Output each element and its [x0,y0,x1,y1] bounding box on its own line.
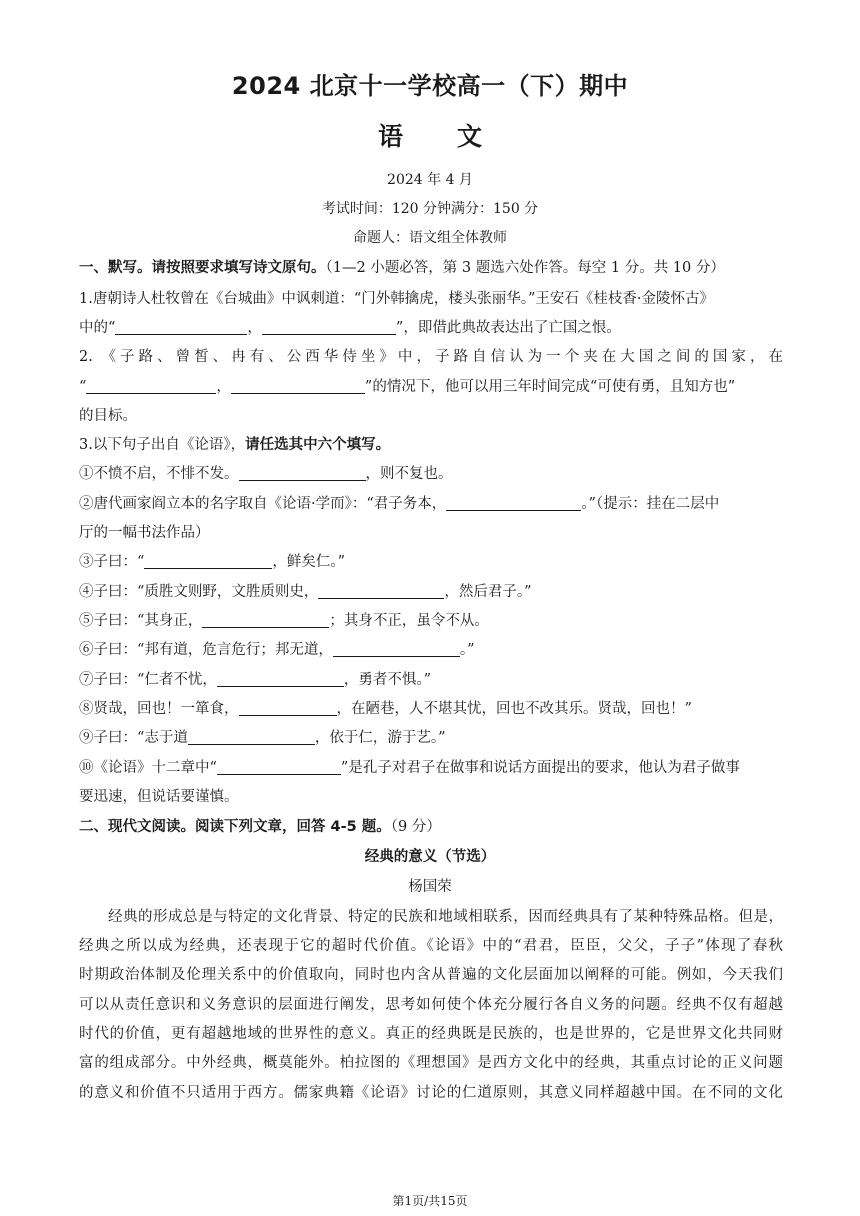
item-text-a: ⑩《论语》十二章中“ [79,760,217,776]
item-text-a: ④子曰：“质胜文则野，文胜质则史， [79,584,319,600]
answer-blank[interactable] [202,613,329,628]
subject-char-2: 文 [457,122,483,151]
answer-blank[interactable] [144,554,272,569]
section1-heading-rest: （1—2 小题必答，第 3 题选六处作答。每空 1 分。共 10 分） [325,260,725,276]
q2-text-b: ， [216,379,231,395]
q3-item-9 [79,726,783,747]
q3-item-6 [79,638,783,659]
article-line-2: 经典之所以成为经典，还表现于它的超时代价值。《论语》中的“君君，臣臣，父父，子子”体现了春秋 [79,938,783,954]
page-number: 第1页/共15页 [392,1194,468,1208]
answer-blank[interactable] [239,701,337,716]
section2-heading-rest: （9 分） [390,819,441,835]
section2-heading [79,815,783,836]
answer-blank[interactable] [333,642,460,657]
answer-blank[interactable] [318,584,444,599]
item-text-a: ⑤子曰：“其身正， [79,613,203,629]
q1-line2 [79,316,783,337]
article-line-1: 经典的形成总是与特定的文化背景、特定的民族和地域相联系，因而经典具有了某种特殊品格。但是， [108,909,783,925]
item-text-b: 。”（提示：挂在二层中 [581,496,720,512]
subject-char-1: 语 [377,122,403,151]
item-text-a: ⑧贤哉，回也！一箪食， [79,701,239,717]
answer-blank[interactable] [86,379,216,394]
item-text-a: ③子曰：“ [79,554,145,570]
q2-text-c: ”的情况下，他可以用三年时间完成“可使有勇，且知方也” [364,379,736,395]
item-text-b: ，则不复也。 [365,466,453,482]
item-text-b: ，然后君子。” [444,584,532,600]
section1-heading-bold: 一、默写。请按照要求填写诗文原句。 [79,260,326,276]
answer-blank[interactable] [217,760,341,775]
article-line-7: 的意义和价值不只适用于西方。儒家典籍《论语》讨论的仁道原则，其意义同样超越中国。在不同的文化 [79,1085,783,1101]
answer-blank[interactable] [188,730,315,745]
q1-line1: 1.唐朝诗人杜牧曾在《台城曲》中讽刺道：“门外韩擒虎，楼头张丽华。”王安石《桂枝香·金陵怀古》 [79,291,715,307]
item-text-a: ⑨子曰：“志于道 [79,730,188,746]
q3-intro-text: 3.以下句子出自《论语》， [79,437,246,453]
subject-title [0,117,860,153]
answer-blank[interactable] [115,320,247,335]
exam-info: 考试时间：120 分钟满分：150 分 [321,201,539,217]
q3-item-3 [79,550,783,571]
exam-title: 2024 北京十一学校高一（下）期中 [231,72,629,100]
q1-text-c: ”，即借此典故表达出了亡国之恨。 [395,320,621,336]
answer-blank[interactable] [217,672,344,687]
q3-item-8 [79,697,783,718]
q2-text-a: “ [79,379,87,395]
q2-line2 [79,375,783,396]
article-line-3: 时期政治体制及伦理关系中的价值取向，同时也内含从普遍的文化层面加以阐释的可能。例如，今天我们 [79,967,783,983]
item-text-b: ；其身不正，虽令不从。 [329,613,489,629]
q2-line1: 2. 《子路、曾皙、冉有、公西华侍坐》中，子路自信认为一个夹在大国之间的国家，在 [79,349,783,365]
q3-item-10 [79,756,783,777]
item-text-a: ①不愤不启，不悱不发。 [79,466,239,482]
answer-blank[interactable] [446,496,581,511]
item-text-b: 。” [459,642,475,658]
q3-item-10-cont: 要迅速，但说话要谨慎。 [79,789,239,805]
exam-date: 2024 年 4 月 [387,172,473,188]
item-text-a: ⑥子曰：“邦有道，危言危行；邦无道， [79,642,333,658]
q3-item-2-cont: 厅的一幅书法作品） [79,525,210,541]
q2-line3: 的目标。 [79,408,137,424]
answer-blank[interactable] [239,466,366,481]
item-text-b: ，勇者不惧。” [343,672,432,688]
q3-item-1 [79,462,783,483]
answer-blank[interactable] [231,379,365,394]
section2-heading-bold: 二、现代文阅读。阅读下列文章，回答 4-5 题。 [79,819,391,835]
q3-item-4 [79,580,783,601]
item-text-a: ⑦子曰：“仁者不忧， [79,672,217,688]
q3-item-2 [79,492,783,513]
article-line-4: 可以从责任意识和义务意识的层面进行阐发，思考如何使个体充分履行各自义务的问题。经典不仅有超越 [79,997,783,1013]
q1-text-b: ， [247,320,262,336]
article-author: 杨国荣 [408,879,452,895]
article-line-6: 富的组成部分。中外经典，概莫能外。柏拉图的《理想国》是西方文化中的经典，其重点讨论的正义问题 [79,1055,783,1071]
q3-intro [79,433,783,454]
exam-author: 命题人：语文组全体教师 [353,230,507,246]
q3-intro-bold: 请任选其中六个填写。 [245,437,391,453]
answer-blank[interactable] [262,320,396,335]
item-text-b: ，在陋巷，人不堪其忧，回也不改其乐。贤哉，回也！” [336,701,692,717]
section1-heading [79,256,783,277]
item-text-b: ，鲜矣仁。” [272,554,346,570]
article-line-5: 时代的价值，更有超越地域的世界性的意义。真正的经典既是民族的，也是世界的，它是世界文化共同财 [79,1026,783,1042]
item-text-a: ②唐代画家阎立本的名字取自《论语·学而》：“君子务本， [79,496,447,512]
item-text-b: ”是孔子对君子在做事和说话方面提出的要求，他认为君子做事 [340,760,740,776]
q3-item-7 [79,668,783,689]
article-title: 经典的意义（节选） [364,849,496,865]
item-text-b: ，依于仁，游于艺。” [314,730,446,746]
q3-item-5 [79,609,783,630]
q1-text-a: 中的“ [79,320,116,336]
